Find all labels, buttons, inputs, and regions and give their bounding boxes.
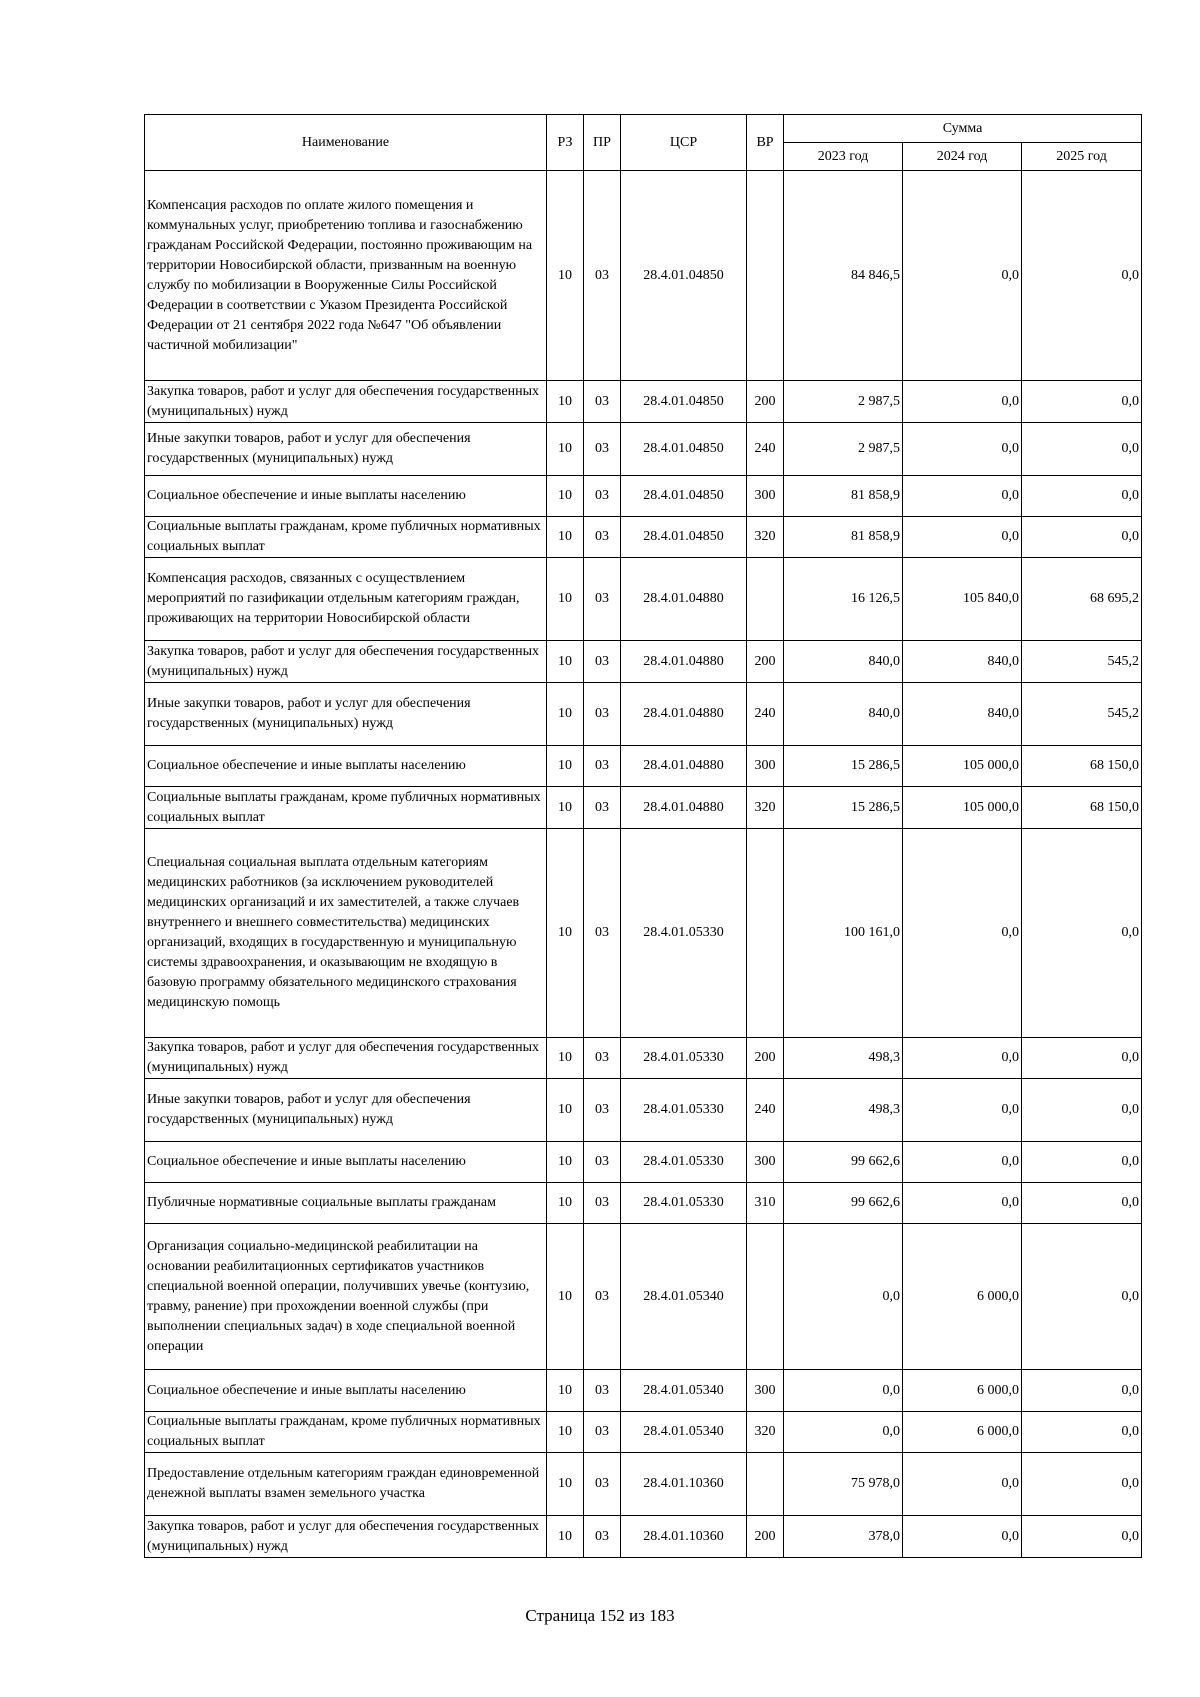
cell-vr: 200	[747, 1516, 784, 1558]
cell-pr: 03	[584, 746, 621, 787]
col-header-2024: 2024 год	[903, 143, 1022, 171]
col-header-name: Наименование	[145, 115, 547, 171]
cell-2023: 0,0	[784, 1412, 903, 1453]
cell-2024: 0,0	[903, 1516, 1022, 1558]
cell-2025: 0,0	[1022, 829, 1142, 1038]
cell-2024: 0,0	[903, 1183, 1022, 1224]
cell-pr: 03	[584, 1142, 621, 1183]
cell-2023: 81 858,9	[784, 517, 903, 558]
table-row	[145, 423, 1142, 476]
cell-vr: 240	[747, 683, 784, 746]
cell-pr: 03	[584, 641, 621, 683]
col-header-rz: РЗ	[547, 115, 584, 171]
table-row	[145, 746, 1142, 787]
cell-2025: 0,0	[1022, 476, 1142, 517]
cell-csr: 28.4.01.04850	[621, 381, 747, 423]
cell-2025: 545,2	[1022, 641, 1142, 683]
cell-2024: 0,0	[903, 1453, 1022, 1516]
cell-2023: 81 858,9	[784, 476, 903, 517]
cell-pr: 03	[584, 1370, 621, 1412]
cell-csr: 28.4.01.04850	[621, 423, 747, 476]
cell-vr: 200	[747, 641, 784, 683]
cell-csr: 28.4.01.04880	[621, 558, 747, 641]
cell-rz: 10	[547, 746, 584, 787]
table-row	[145, 1142, 1142, 1183]
cell-vr: 300	[747, 1370, 784, 1412]
cell-2025: 0,0	[1022, 1516, 1142, 1558]
cell-2025: 0,0	[1022, 171, 1142, 381]
table-row	[145, 1516, 1142, 1558]
cell-2025: 545,2	[1022, 683, 1142, 746]
cell-name: Иные закупки товаров, работ и услуг для обеспечения государственных (муниципальных) нужд	[145, 423, 547, 476]
cell-2024: 840,0	[903, 641, 1022, 683]
cell-name: Социальные выплаты гражданам, кроме публичных нормативных социальных выплат	[145, 517, 547, 558]
cell-name: Закупка товаров, работ и услуг для обеспечения государственных (муниципальных) нужд	[145, 641, 547, 683]
cell-pr: 03	[584, 558, 621, 641]
cell-name: Социальное обеспечение и иные выплаты населению	[145, 746, 547, 787]
cell-rz: 10	[547, 683, 584, 746]
cell-csr: 28.4.01.04880	[621, 641, 747, 683]
cell-rz: 10	[547, 1370, 584, 1412]
col-header-vr: ВР	[747, 115, 784, 171]
cell-2024: 0,0	[903, 171, 1022, 381]
cell-2025: 68 150,0	[1022, 746, 1142, 787]
cell-pr: 03	[584, 787, 621, 829]
cell-vr: 300	[747, 476, 784, 517]
cell-2024: 0,0	[903, 517, 1022, 558]
cell-vr: 240	[747, 423, 784, 476]
cell-2023: 100 161,0	[784, 829, 903, 1038]
cell-2024: 6 000,0	[903, 1224, 1022, 1370]
table-row	[145, 1079, 1142, 1142]
cell-rz: 10	[547, 171, 584, 381]
table-row	[145, 1038, 1142, 1079]
cell-csr: 28.4.01.04880	[621, 746, 747, 787]
cell-name: Организация социально-медицинской реабилитации на основании реабилитационных сертификатов участников специальной военной операции, получивших увечье (контузию, травму, ранение) при прохождении военной службы (при выполнении специальных задач) в ходе специальной военной операции	[145, 1224, 547, 1370]
cell-name: Публичные нормативные социальные выплаты гражданам	[145, 1183, 547, 1224]
cell-rz: 10	[547, 1079, 584, 1142]
cell-csr: 28.4.01.05330	[621, 1038, 747, 1079]
cell-rz: 10	[547, 641, 584, 683]
cell-rz: 10	[547, 1142, 584, 1183]
cell-2023: 498,3	[784, 1079, 903, 1142]
cell-vr: 320	[747, 1412, 784, 1453]
cell-2023: 2 987,5	[784, 381, 903, 423]
cell-pr: 03	[584, 1079, 621, 1142]
cell-name: Закупка товаров, работ и услуг для обеспечения государственных (муниципальных) нужд	[145, 1516, 547, 1558]
cell-vr: 300	[747, 746, 784, 787]
col-header-2023: 2023 год	[784, 143, 903, 171]
cell-csr: 28.4.01.05340	[621, 1224, 747, 1370]
cell-rz: 10	[547, 1453, 584, 1516]
cell-csr: 28.4.01.05330	[621, 829, 747, 1038]
cell-name: Предоставление отдельным категориям граждан единовременной денежной выплаты взамен земельного участка	[145, 1453, 547, 1516]
cell-pr: 03	[584, 1038, 621, 1079]
cell-pr: 03	[584, 829, 621, 1038]
cell-rz: 10	[547, 1516, 584, 1558]
cell-vr: 320	[747, 787, 784, 829]
table-row	[145, 381, 1142, 423]
cell-vr: 300	[747, 1142, 784, 1183]
cell-2025: 0,0	[1022, 1453, 1142, 1516]
cell-name: Социальное обеспечение и иные выплаты населению	[145, 1142, 547, 1183]
table-row	[145, 476, 1142, 517]
cell-2025: 0,0	[1022, 517, 1142, 558]
cell-2024: 0,0	[903, 1079, 1022, 1142]
cell-pr: 03	[584, 683, 621, 746]
cell-2023: 99 662,6	[784, 1142, 903, 1183]
cell-vr	[747, 1224, 784, 1370]
cell-vr: 320	[747, 517, 784, 558]
cell-vr	[747, 558, 784, 641]
cell-2023: 378,0	[784, 1516, 903, 1558]
cell-2025: 68 695,2	[1022, 558, 1142, 641]
cell-csr: 28.4.01.05330	[621, 1183, 747, 1224]
budget-table	[144, 114, 1142, 1558]
cell-rz: 10	[547, 381, 584, 423]
cell-csr: 28.4.01.04850	[621, 476, 747, 517]
cell-2024: 105 840,0	[903, 558, 1022, 641]
cell-vr: 310	[747, 1183, 784, 1224]
cell-name: Иные закупки товаров, работ и услуг для обеспечения государственных (муниципальных) нужд	[145, 683, 547, 746]
cell-2025: 0,0	[1022, 423, 1142, 476]
page-number: Страница 152 из 183	[525, 1606, 675, 1625]
cell-2023: 84 846,5	[784, 171, 903, 381]
cell-2025: 0,0	[1022, 1038, 1142, 1079]
cell-name: Социальные выплаты гражданам, кроме публичных нормативных социальных выплат	[145, 787, 547, 829]
table-row	[145, 171, 1142, 381]
cell-2023: 15 286,5	[784, 787, 903, 829]
cell-csr: 28.4.01.04880	[621, 787, 747, 829]
cell-2024: 0,0	[903, 381, 1022, 423]
cell-2025: 0,0	[1022, 1183, 1142, 1224]
cell-name: Закупка товаров, работ и услуг для обеспечения государственных (муниципальных) нужд	[145, 1038, 547, 1079]
cell-2023: 15 286,5	[784, 746, 903, 787]
cell-2024: 0,0	[903, 423, 1022, 476]
cell-pr: 03	[584, 1412, 621, 1453]
cell-2025: 0,0	[1022, 1142, 1142, 1183]
cell-2023: 99 662,6	[784, 1183, 903, 1224]
cell-2025: 0,0	[1022, 1412, 1142, 1453]
cell-vr	[747, 829, 784, 1038]
cell-vr: 200	[747, 1038, 784, 1079]
cell-name: Специальная социальная выплата отдельным категориям медицинских работников (за исключением руководителей медицинских организаций и их заместителей, а также случаев внутреннего и внешнего совместительства) медицинских организаций, входящих в государственную и муниципальную системы здравоохранения, и оказывающим не входящую в базовую программу обязательного медицинского страхования медицинскую помощь	[145, 829, 547, 1038]
table-row	[145, 829, 1142, 1038]
cell-2023: 16 126,5	[784, 558, 903, 641]
table-row	[145, 683, 1142, 746]
cell-2023: 75 978,0	[784, 1453, 903, 1516]
cell-name: Компенсация расходов по оплате жилого помещения и коммунальных услуг, приобретению топлива и газоснабжению гражданам Российской Федерации, постоянно проживающим на территории Новосибирской области, призванным на военную службу по мобилизации в Вооруженные Силы Российской Федерации в соответствии с Указом Президента Российской Федерации от 21 сентября 2022 года №647 "Об объявлении частичной мобилизации"	[145, 171, 547, 381]
cell-2025: 0,0	[1022, 1370, 1142, 1412]
cell-2023: 0,0	[784, 1224, 903, 1370]
cell-rz: 10	[547, 787, 584, 829]
cell-pr: 03	[584, 517, 621, 558]
table-row	[145, 1412, 1142, 1453]
cell-vr	[747, 1453, 784, 1516]
cell-pr: 03	[584, 423, 621, 476]
cell-2024: 0,0	[903, 1142, 1022, 1183]
cell-rz: 10	[547, 1224, 584, 1370]
cell-vr: 240	[747, 1079, 784, 1142]
col-header-csr: ЦСР	[621, 115, 747, 171]
table-row	[145, 1370, 1142, 1412]
table-row	[145, 1224, 1142, 1370]
cell-2025: 68 150,0	[1022, 787, 1142, 829]
cell-pr: 03	[584, 1183, 621, 1224]
cell-2025: 0,0	[1022, 1079, 1142, 1142]
cell-2023: 840,0	[784, 683, 903, 746]
cell-pr: 03	[584, 1516, 621, 1558]
cell-csr: 28.4.01.04880	[621, 683, 747, 746]
cell-2024: 0,0	[903, 1038, 1022, 1079]
cell-csr: 28.4.01.10360	[621, 1516, 747, 1558]
cell-2025: 0,0	[1022, 1224, 1142, 1370]
cell-rz: 10	[547, 558, 584, 641]
table-row	[145, 517, 1142, 558]
cell-csr: 28.4.01.04850	[621, 517, 747, 558]
cell-pr: 03	[584, 1224, 621, 1370]
table-row	[145, 558, 1142, 641]
cell-pr: 03	[584, 476, 621, 517]
cell-2023: 2 987,5	[784, 423, 903, 476]
cell-rz: 10	[547, 1412, 584, 1453]
cell-2024: 105 000,0	[903, 746, 1022, 787]
cell-2023: 840,0	[784, 641, 903, 683]
cell-2025: 0,0	[1022, 381, 1142, 423]
cell-csr: 28.4.01.05330	[621, 1079, 747, 1142]
cell-csr: 28.4.01.10360	[621, 1453, 747, 1516]
cell-name: Социальные выплаты гражданам, кроме публичных нормативных социальных выплат	[145, 1412, 547, 1453]
cell-rz: 10	[547, 423, 584, 476]
table-row	[145, 1453, 1142, 1516]
table-body	[145, 171, 1142, 1558]
cell-csr: 28.4.01.05330	[621, 1142, 747, 1183]
cell-pr: 03	[584, 381, 621, 423]
cell-2024: 105 000,0	[903, 787, 1022, 829]
cell-rz: 10	[547, 1183, 584, 1224]
col-header-pr: ПР	[584, 115, 621, 171]
cell-csr: 28.4.01.05340	[621, 1412, 747, 1453]
cell-2023: 0,0	[784, 1370, 903, 1412]
cell-rz: 10	[547, 476, 584, 517]
col-header-sum: Сумма	[784, 115, 1142, 143]
cell-2024: 0,0	[903, 476, 1022, 517]
table-row	[145, 787, 1142, 829]
cell-2023: 498,3	[784, 1038, 903, 1079]
cell-rz: 10	[547, 1038, 584, 1079]
cell-pr: 03	[584, 171, 621, 381]
cell-2024: 0,0	[903, 829, 1022, 1038]
cell-2024: 6 000,0	[903, 1412, 1022, 1453]
cell-name: Социальное обеспечение и иные выплаты населению	[145, 476, 547, 517]
cell-rz: 10	[547, 517, 584, 558]
cell-vr: 200	[747, 381, 784, 423]
cell-name: Социальное обеспечение и иные выплаты населению	[145, 1370, 547, 1412]
col-header-2025: 2025 год	[1022, 143, 1142, 171]
cell-csr: 28.4.01.05340	[621, 1370, 747, 1412]
cell-name: Закупка товаров, работ и услуг для обеспечения государственных (муниципальных) нужд	[145, 381, 547, 423]
cell-name: Компенсация расходов, связанных с осуществлением мероприятий по газификации отдельным категориям граждан, проживающих на территории Новосибирской области	[145, 558, 547, 641]
cell-name: Иные закупки товаров, работ и услуг для обеспечения государственных (муниципальных) нужд	[145, 1079, 547, 1142]
cell-pr: 03	[584, 1453, 621, 1516]
cell-2024: 840,0	[903, 683, 1022, 746]
cell-rz: 10	[547, 829, 584, 1038]
cell-csr: 28.4.01.04850	[621, 171, 747, 381]
cell-2024: 6 000,0	[903, 1370, 1022, 1412]
table-row	[145, 1183, 1142, 1224]
cell-vr	[747, 171, 784, 381]
table-row	[145, 641, 1142, 683]
